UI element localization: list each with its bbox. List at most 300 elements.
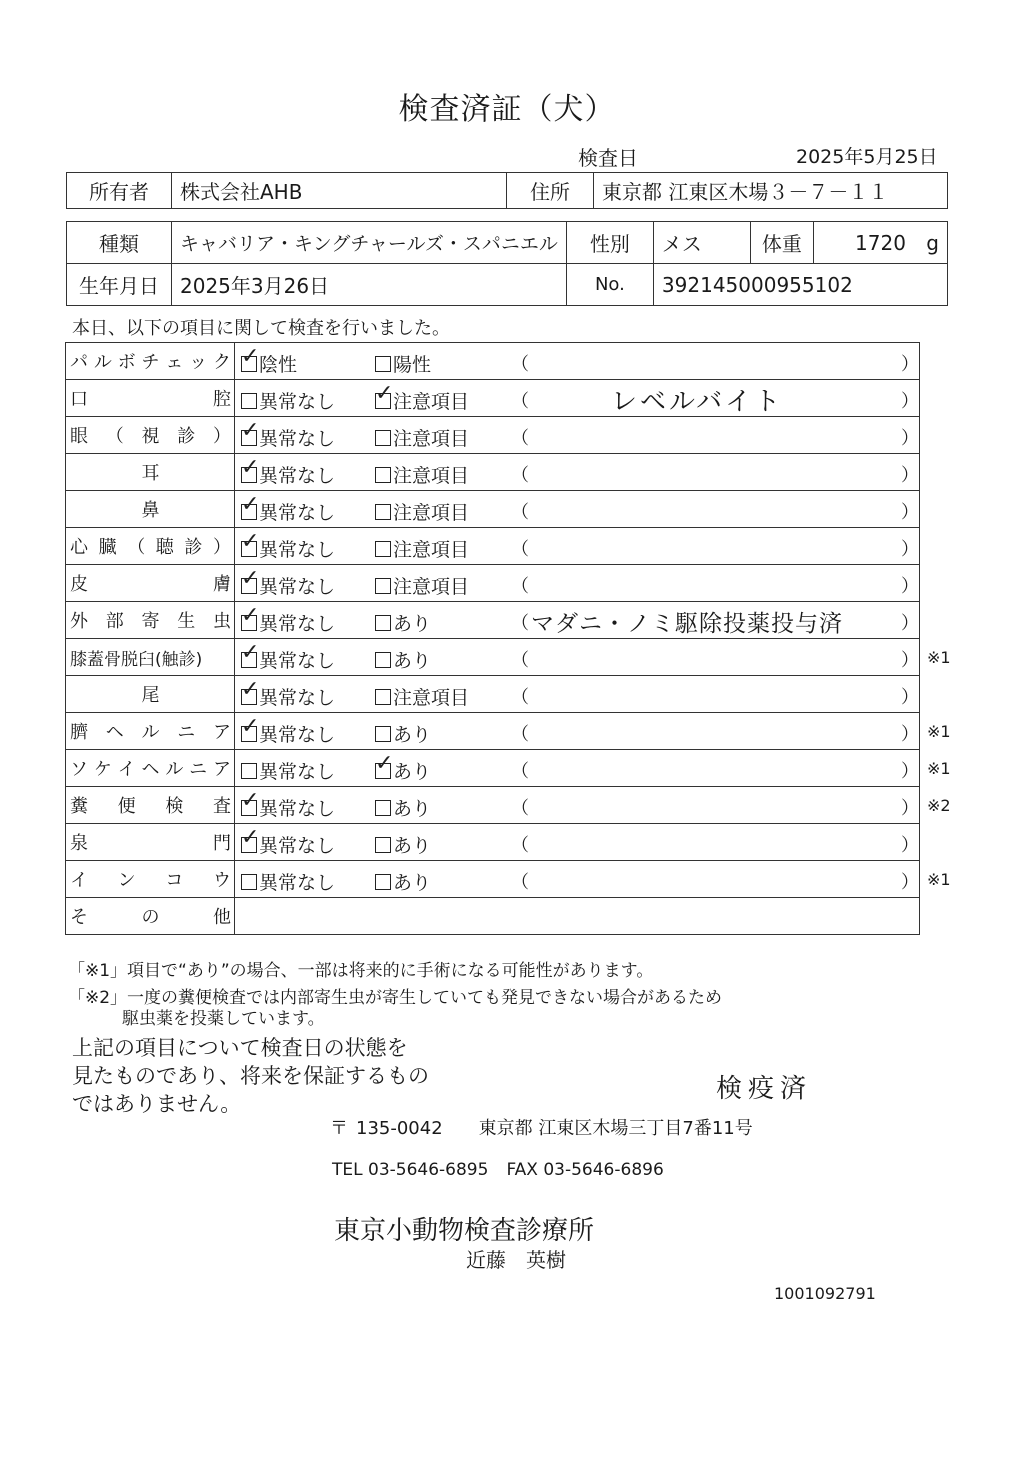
checkbox[interactable] xyxy=(241,825,260,853)
item-name-label xyxy=(66,602,234,638)
paren-open: （ xyxy=(511,428,529,449)
item-note: マダニ・ノミ駆除投薬投与済 xyxy=(531,611,843,637)
item-name-char: ウ xyxy=(212,870,231,891)
option-label: 注意項目 xyxy=(393,428,470,450)
option-label: あり xyxy=(393,613,432,635)
item-name-char: ニ xyxy=(177,722,196,743)
checkbox[interactable] xyxy=(375,578,391,594)
checkbox[interactable] xyxy=(375,615,391,631)
item-result-cell xyxy=(235,454,919,490)
item-name-char: 泉 xyxy=(70,833,88,854)
table-row xyxy=(66,639,920,676)
checkbox[interactable] xyxy=(241,344,260,372)
option-abnormal xyxy=(375,609,431,636)
table-row xyxy=(66,750,920,787)
footnote-mark: ※1 xyxy=(927,759,951,778)
owner-table xyxy=(66,172,948,209)
option-abnormal xyxy=(375,498,469,525)
paren-close: ） xyxy=(901,391,919,412)
paren-close: ） xyxy=(901,428,919,449)
owner-value: 株式会社AHB xyxy=(172,173,507,209)
table-row xyxy=(66,343,920,380)
item-name xyxy=(66,528,235,565)
declaration-line-1: 上記の項目について検査日の状態を xyxy=(72,1036,408,1060)
item-result-cell xyxy=(235,417,919,453)
table-row xyxy=(66,454,920,491)
pet-table xyxy=(66,221,948,306)
checkbox[interactable] xyxy=(241,455,260,483)
tel-number: TEL 03-5646-6895 xyxy=(332,1160,489,1180)
clinic-address: 東京都 江東区木場三丁目7番11号 xyxy=(478,1118,753,1139)
paren-open: （ xyxy=(511,613,529,634)
item-name-label xyxy=(66,898,234,934)
item-name-char: 心 xyxy=(70,537,88,558)
document-title: 検査済証（犬） xyxy=(398,92,616,127)
option-label: 注意項目 xyxy=(393,539,470,561)
table-row xyxy=(66,676,920,713)
option-abnormal xyxy=(375,831,431,858)
footnote-mark: ※2 xyxy=(927,796,951,815)
table-row xyxy=(66,861,920,898)
paren-open: （ xyxy=(511,798,529,819)
postal-code: 135-0042 xyxy=(356,1118,443,1139)
option-label: 異常なし xyxy=(259,465,336,487)
declaration-line-2: 見たものであり、将来を保証するもの xyxy=(72,1064,429,1088)
item-result xyxy=(235,676,920,713)
footnote-mark: ※1 xyxy=(927,870,951,889)
footnote-2: 「※2」一度の糞便検査では内部寄生虫が寄生していても発見できない場合があるため xyxy=(68,988,723,1008)
exam-date: 2025年5月25日 xyxy=(796,146,938,168)
item-name-char: 診 xyxy=(184,537,203,558)
item-result xyxy=(235,861,951,898)
checkbox[interactable] xyxy=(241,640,260,668)
item-name-char: 生 xyxy=(177,611,196,632)
item-name-label xyxy=(66,380,234,416)
checkbox[interactable] xyxy=(241,763,257,779)
checkbox[interactable] xyxy=(375,837,391,853)
item-name-char: ク xyxy=(212,352,231,373)
item-name-char: ） xyxy=(212,537,231,558)
item-name-char: の xyxy=(141,907,160,928)
table-row xyxy=(66,565,920,602)
paren-open: （ xyxy=(511,724,529,745)
item-result xyxy=(235,380,920,417)
item-name-char: 聴 xyxy=(155,537,174,558)
checkbox[interactable] xyxy=(241,529,260,557)
option-abnormal xyxy=(375,572,469,599)
item-name-char: ェ xyxy=(165,352,184,373)
item-result xyxy=(235,565,920,602)
item-result xyxy=(235,639,951,676)
item-name-char: 眼 xyxy=(70,426,88,447)
check-mark-icon: ✓ xyxy=(241,603,260,628)
paren-close: ） xyxy=(901,872,919,893)
check-mark-icon: ✓ xyxy=(241,640,260,665)
check-mark-icon: ✓ xyxy=(241,418,260,443)
item-name-char: ッ xyxy=(189,352,208,373)
option-abnormal xyxy=(375,751,432,784)
paren-open: （ xyxy=(511,502,529,523)
footnote-mark: ※1 xyxy=(927,722,951,741)
item-name xyxy=(66,343,235,380)
item-name-char: 腔 xyxy=(213,389,231,410)
item-result-cell xyxy=(235,861,951,897)
item-result-cell xyxy=(235,380,919,416)
item-name-label xyxy=(66,565,234,601)
item-name-char: ル xyxy=(93,352,112,373)
option-abnormal xyxy=(375,535,469,562)
option-label: 注意項目 xyxy=(393,391,470,413)
item-name-char: 臓 xyxy=(98,537,117,558)
check-mark-icon: ✓ xyxy=(241,714,260,739)
option-label: 注意項目 xyxy=(393,687,470,709)
item-result xyxy=(235,713,951,750)
item-name-char: （ xyxy=(127,537,146,558)
checkbox[interactable] xyxy=(241,677,260,705)
item-result xyxy=(235,787,951,824)
item-result-cell xyxy=(235,676,919,712)
option-normal xyxy=(241,603,336,636)
owner-label: 所有者 xyxy=(67,173,172,209)
option-abnormal xyxy=(375,461,469,488)
option-normal xyxy=(241,714,336,747)
item-name-char: 診 xyxy=(177,426,196,447)
item-name xyxy=(66,676,235,713)
item-result xyxy=(235,417,920,454)
item-name xyxy=(66,565,235,602)
item-result xyxy=(235,491,920,528)
checkbox[interactable] xyxy=(375,874,391,890)
table-row xyxy=(66,528,920,565)
option-label: あり xyxy=(393,650,432,672)
item-name-label xyxy=(66,824,234,860)
item-name-char: 部 xyxy=(105,611,124,632)
option-normal xyxy=(241,492,336,525)
table-row xyxy=(66,713,920,750)
item-name-char: 検 xyxy=(165,796,184,817)
option-label: あり xyxy=(393,761,432,783)
paren-open: （ xyxy=(511,391,529,412)
table-row xyxy=(66,380,920,417)
item-name-label xyxy=(66,528,234,564)
item-result xyxy=(235,824,920,861)
paren-close: ） xyxy=(901,613,919,634)
option-label: 異常なし xyxy=(259,687,336,709)
item-name-char: 糞 xyxy=(70,796,88,817)
checkbox[interactable] xyxy=(241,492,260,520)
item-name-char: ル xyxy=(141,722,160,743)
item-result-cell xyxy=(235,750,951,786)
paren-open: （ xyxy=(511,354,529,375)
check-mark-icon: ✓ xyxy=(241,344,260,369)
declaration-line-3: ではありません。 xyxy=(72,1092,242,1116)
option-abnormal xyxy=(375,424,469,451)
item-name xyxy=(66,454,235,491)
item-name-label xyxy=(66,639,234,675)
paren-close: ） xyxy=(901,465,919,486)
paren-close: ） xyxy=(901,650,919,671)
item-name-char: ア xyxy=(212,759,231,780)
address-value: 東京都 江東区木場３－７－１１ xyxy=(594,173,948,209)
item-name-char: パ xyxy=(70,352,88,373)
item-name-char: 虫 xyxy=(213,611,231,632)
item-result xyxy=(235,454,920,491)
item-name-char: 尾 xyxy=(141,685,160,706)
item-result-cell xyxy=(235,602,919,638)
item-name-char: （ xyxy=(105,426,124,447)
checkbox[interactable] xyxy=(241,603,260,631)
item-result-cell xyxy=(235,713,951,749)
paren-close: ） xyxy=(901,354,919,375)
checkbox[interactable] xyxy=(375,504,391,520)
postal-mark-icon: 〒 xyxy=(330,1118,348,1139)
checkbox[interactable] xyxy=(375,689,391,705)
option-label: 異常なし xyxy=(259,724,336,746)
item-name-char: 皮 xyxy=(70,574,88,595)
paren-close: ） xyxy=(901,539,919,560)
option-label: 異常なし xyxy=(259,613,336,635)
option-label: 異常なし xyxy=(259,761,336,783)
item-name xyxy=(66,861,235,898)
item-name-label xyxy=(66,676,234,712)
item-name-label xyxy=(66,787,234,823)
item-name-char: ア xyxy=(213,722,231,743)
item-result xyxy=(235,602,920,639)
sex-label: 性別 xyxy=(566,222,653,264)
item-name xyxy=(66,417,235,454)
item-name-char: ル xyxy=(165,759,184,780)
address-label: 住所 xyxy=(507,173,594,209)
option-label: あり xyxy=(393,872,432,894)
option-abnormal xyxy=(375,683,469,710)
option-abnormal xyxy=(375,381,470,414)
item-name xyxy=(66,602,235,639)
item-name-char: 臍 xyxy=(70,722,88,743)
option-normal xyxy=(241,868,335,895)
check-mark-icon: ✓ xyxy=(241,677,260,702)
item-name xyxy=(66,898,235,935)
paren-open: （ xyxy=(511,687,529,708)
item-name-label xyxy=(66,713,234,749)
checkbox[interactable] xyxy=(375,726,391,742)
paren-open: （ xyxy=(511,872,529,893)
birth-label: 生年月日 xyxy=(67,264,172,306)
option-label: 注意項目 xyxy=(393,576,470,598)
item-name-char: 便 xyxy=(117,796,136,817)
option-normal xyxy=(241,825,336,858)
weight-cell xyxy=(813,222,947,264)
check-mark-icon: ✓ xyxy=(375,751,394,776)
item-name-char: 寄 xyxy=(141,611,160,632)
item-name-char: ） xyxy=(213,426,231,447)
option-label: 異常なし xyxy=(259,835,336,857)
clinic-address-line xyxy=(330,1114,753,1140)
option-abnormal xyxy=(375,794,431,821)
check-mark-icon: ✓ xyxy=(241,529,260,554)
checkbox[interactable] xyxy=(375,356,391,372)
option-label: 異常なし xyxy=(259,391,336,413)
footnote-1: 「※1」項目で“あり”の場合、一部は将来的に手術になる可能性があります。 xyxy=(68,961,654,981)
paren-open: （ xyxy=(511,576,529,597)
item-name-char: ソ xyxy=(70,759,88,780)
table-row xyxy=(66,602,920,639)
weight-label: 体重 xyxy=(750,222,813,264)
option-label: 陰性 xyxy=(259,354,298,376)
footnote-mark: ※1 xyxy=(927,648,951,667)
paren-open: （ xyxy=(511,650,529,671)
option-normal xyxy=(241,418,336,451)
checkbox[interactable] xyxy=(375,541,391,557)
item-name xyxy=(66,824,235,861)
item-name-label xyxy=(66,491,234,527)
paren-close: ） xyxy=(901,576,919,597)
item-result xyxy=(235,528,920,565)
item-result-cell xyxy=(235,343,919,379)
checkbox[interactable] xyxy=(375,751,394,779)
option-normal xyxy=(241,757,335,784)
item-result-cell xyxy=(235,824,919,860)
checkbox[interactable] xyxy=(241,714,260,742)
inspection-table xyxy=(65,342,951,935)
item-name-label xyxy=(66,417,234,453)
table-row xyxy=(66,824,920,861)
clinic-name: 東京小動物検査診療所 xyxy=(334,1216,595,1246)
item-result-cell xyxy=(235,639,951,675)
weight-unit: g xyxy=(926,230,939,255)
table-row xyxy=(66,787,920,824)
item-name-char: ニ xyxy=(189,759,208,780)
sex-value: メス xyxy=(653,222,750,264)
paren-open: （ xyxy=(511,761,529,782)
option-label: 異常なし xyxy=(259,576,336,598)
item-name-char: ケ xyxy=(93,759,112,780)
item-name-char: 門 xyxy=(213,833,231,854)
option-label: あり xyxy=(393,724,432,746)
item-name-char: コ xyxy=(165,870,184,891)
option-label: あり xyxy=(393,798,432,820)
option-abnormal xyxy=(375,868,431,895)
intro-text: 本日、以下の項目に関して検査を行いました。 xyxy=(72,318,450,339)
item-name-char: ヘ xyxy=(105,722,124,743)
checkbox[interactable] xyxy=(241,393,257,409)
checkbox[interactable] xyxy=(375,652,391,668)
option-label: 注意項目 xyxy=(393,465,470,487)
item-name-char: 口 xyxy=(70,389,88,410)
item-result-cell xyxy=(235,787,951,823)
item-name-char: 査 xyxy=(212,796,231,817)
check-mark-icon: ✓ xyxy=(241,825,260,850)
check-mark-icon: ✓ xyxy=(241,788,260,813)
option-normal xyxy=(241,387,335,414)
item-result-cell xyxy=(235,565,919,601)
serial-number: 1001092791 xyxy=(774,1284,876,1303)
item-name-char: チ xyxy=(141,352,160,373)
paren-open: （ xyxy=(511,539,529,560)
checkbox[interactable] xyxy=(375,430,391,446)
checkbox[interactable] xyxy=(375,800,391,816)
quarantine-stamp: 検疫済 xyxy=(716,1074,813,1104)
option-normal xyxy=(241,677,336,710)
breed-value: キャバリア・キングチャールズ・スパニエル xyxy=(172,222,567,264)
option-normal xyxy=(241,640,336,673)
item-name-char: イ xyxy=(70,870,88,891)
paren-close: ） xyxy=(901,835,919,856)
option-label: 陽性 xyxy=(393,354,432,376)
check-mark-icon: ✓ xyxy=(241,492,260,517)
other-notes-field xyxy=(235,898,920,935)
option-label: 異常なし xyxy=(259,798,336,820)
item-name xyxy=(66,787,235,824)
paren-close: ） xyxy=(901,687,919,708)
option-label: 異常なし xyxy=(259,650,336,672)
checkbox[interactable] xyxy=(241,418,260,446)
checkbox[interactable] xyxy=(241,874,257,890)
option-label: 異常なし xyxy=(259,428,336,450)
number-value: 392145000955102 xyxy=(653,264,947,306)
table-row-other xyxy=(66,898,920,935)
item-name-char: ヘ xyxy=(141,759,160,780)
fax-number: FAX 03-5646-6896 xyxy=(506,1160,664,1180)
item-name-label xyxy=(66,861,234,897)
doctor-name: 近藤 英樹 xyxy=(466,1248,566,1272)
item-name xyxy=(66,491,235,528)
item-name-char: イ xyxy=(117,759,136,780)
number-label: No. xyxy=(566,264,653,306)
item-name-char: 膚 xyxy=(213,574,231,595)
item-result-cell xyxy=(235,528,919,564)
contact-line xyxy=(332,1160,664,1180)
checkbox[interactable] xyxy=(375,381,394,409)
check-mark-icon: ✓ xyxy=(241,455,260,480)
item-name xyxy=(66,713,235,750)
checkbox[interactable] xyxy=(241,788,260,816)
item-name xyxy=(66,639,235,676)
item-name-char: 耳 xyxy=(141,463,160,484)
checkbox[interactable] xyxy=(375,467,391,483)
option-normal xyxy=(241,455,336,488)
option-label: 異常なし xyxy=(259,502,336,524)
check-mark-icon: ✓ xyxy=(241,566,260,591)
item-name-char: 外 xyxy=(70,611,88,632)
option-label: 注意項目 xyxy=(393,502,470,524)
item-name-char: 他 xyxy=(213,907,231,928)
option-label: 異常なし xyxy=(259,872,336,894)
paren-close: ） xyxy=(901,724,919,745)
item-name-label xyxy=(66,750,234,786)
option-abnormal xyxy=(375,646,431,673)
table-row xyxy=(66,491,920,528)
weight-value: 1720 xyxy=(855,230,906,255)
option-normal xyxy=(241,788,336,821)
paren-close: ） xyxy=(901,502,919,523)
table-row xyxy=(66,417,920,454)
option-normal xyxy=(241,529,336,562)
exam-date-label: 検査日 xyxy=(578,146,638,170)
item-result xyxy=(235,750,951,787)
paren-close: ） xyxy=(901,761,919,782)
paren-close: ） xyxy=(901,798,919,819)
option-abnormal xyxy=(375,720,431,747)
item-note: レベルバイト xyxy=(611,387,784,417)
item-name-char: ボ xyxy=(117,352,136,373)
option-label: あり xyxy=(393,835,432,857)
option-normal xyxy=(241,566,336,599)
option-label: 異常なし xyxy=(259,539,336,561)
checkbox[interactable] xyxy=(241,566,260,594)
option-abnormal xyxy=(375,350,431,377)
item-name-char: そ xyxy=(70,907,88,928)
footnote-2-continued: 駆虫薬を投薬しています。 xyxy=(122,1009,325,1029)
